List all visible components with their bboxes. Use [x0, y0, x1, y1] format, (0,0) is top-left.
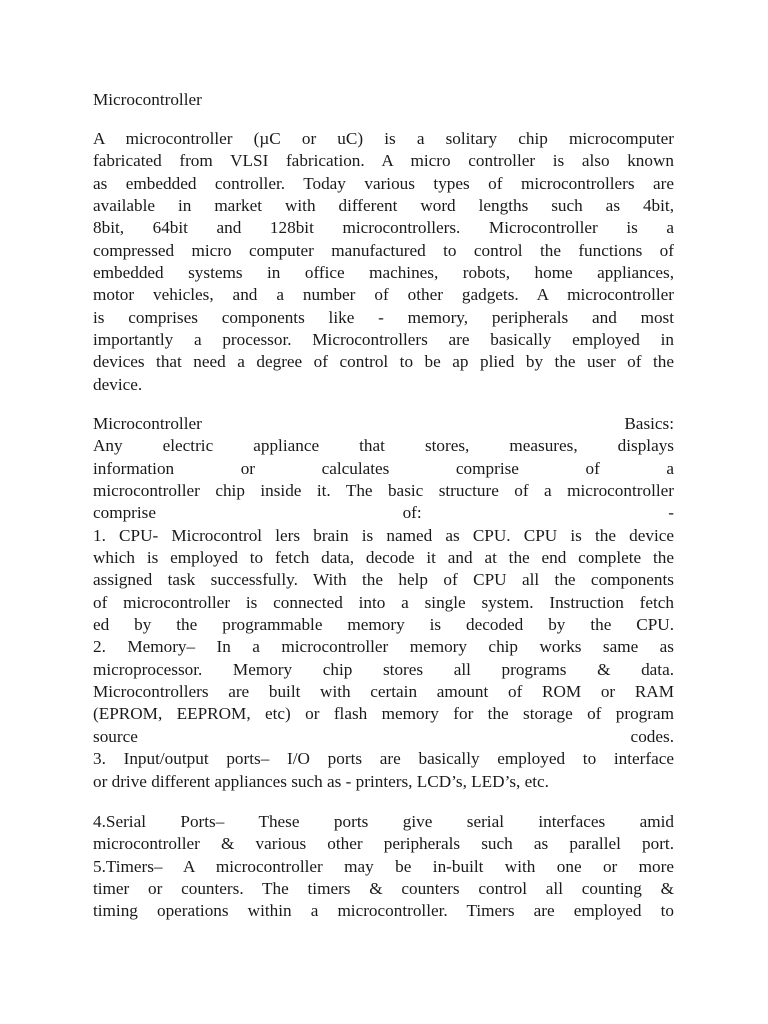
- text-line: available in market with different word lengths such as 4bit,: [93, 196, 674, 216]
- text-line: is comprises components like - memory, peripherals and most: [93, 307, 674, 327]
- text-line: Microcontrollers are built with certain amount of ROM or RAM: [93, 682, 674, 702]
- text-line: A microcontroller (µC or uC) is a solitary chip microcomputer: [93, 129, 674, 148]
- text-line: 8bit, 64bit and 128bit microcontrollers. Microcontroller is a: [93, 218, 674, 238]
- text-line: compressed micro computer manufactured to control the functions of: [93, 240, 674, 260]
- paragraph-ports-timers: [93, 811, 674, 923]
- text-line: microcontroller & various other peripherals such as parallel port.: [93, 834, 674, 854]
- text-line: 5.Timers– A microcontroller may be in-built with one or more: [93, 856, 674, 876]
- text-line: ed by the programmable memory is decoded by the CPU.: [93, 615, 674, 635]
- text-line: assigned task successfully. With the help of CPU all the components: [93, 570, 674, 590]
- text-line: (EPROM, EEPROM, etc) or flash memory for the storage of program: [93, 704, 674, 724]
- text-line: fabricated from VLSI fabrication. A micro controller is also known: [93, 151, 674, 171]
- text-line: microprocessor. Memory chip stores all programs & data.: [93, 659, 674, 679]
- text-line: microcontroller chip inside it. The basic structure of a microcontroller: [93, 481, 674, 501]
- text-line: timer or counters. The timers & counters control all counting &: [93, 879, 674, 899]
- text-line: importantly a processor. Microcontrollers are basically employed in: [93, 330, 674, 350]
- text-line: or drive different appliances such as - printers, LCD’s, LED’s, etc.: [93, 771, 549, 791]
- text-line: source codes.: [93, 726, 674, 746]
- text-line: motor vehicles, and a number of other gadgets. A microcontroller: [93, 285, 674, 305]
- paragraph-intro: [93, 128, 674, 396]
- text-line: 2. Memory– In a microcontroller memory chip works same as: [93, 637, 674, 657]
- text-line: 3. Input/output ports– I/O ports are basically employed to interface: [93, 749, 674, 769]
- text-line: 4.Serial Ports– These ports give serial interfaces amid: [93, 812, 674, 831]
- text-line: Any electric appliance that stores, measures, displays: [93, 436, 674, 456]
- text-line: timing operations within a microcontroller. Timers are employed to: [93, 901, 674, 921]
- text-line: as embedded controller. Today various types of microcontrollers are: [93, 173, 674, 193]
- text-line: which is employed to fetch data, decode it and at the end complete the: [93, 548, 674, 568]
- text-line: devices that need a degree of control to be ap plied by the user of the: [93, 352, 674, 372]
- text-line: comprise of: -: [93, 503, 674, 523]
- text-line: of microcontroller is connected into a single system. Instruction fetch: [93, 592, 674, 612]
- paragraph-basics: [93, 413, 674, 793]
- text-line: 1. CPU- Microcontrol lers brain is named as CPU. CPU is the device: [93, 525, 674, 545]
- text-line: embedded systems in office machines, robots, home appliances,: [93, 263, 674, 283]
- text-line: device.: [93, 374, 143, 394]
- text-line: Microcontroller Basics:: [93, 414, 674, 433]
- document-title: Microcontroller: [93, 90, 202, 109]
- text-line: information or calculates comprise of a: [93, 458, 674, 478]
